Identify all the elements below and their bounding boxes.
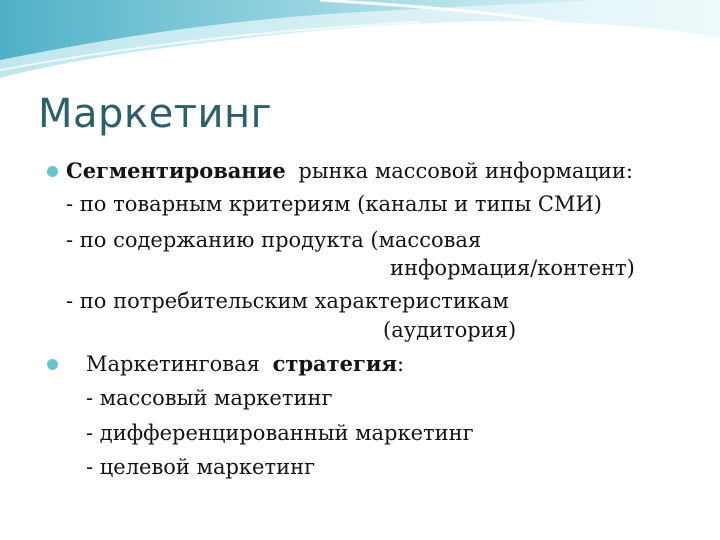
- bullet-strategy-text: [86, 349, 404, 379]
- segmentation-rest: рынка массовой информации:: [298, 159, 633, 183]
- segmentation-line-1: - по товарным критериям (каналы и типы СМИ): [66, 192, 602, 216]
- strategy-prefix: Маркетинговая: [86, 352, 260, 376]
- slide-title: Маркетинг: [38, 91, 273, 137]
- segmentation-line-2: - по содержанию продукта (массовая: [66, 228, 482, 252]
- strategy-line-2: - дифференцированный маркетинг: [86, 421, 474, 445]
- bullet-segmentation-text: [66, 156, 633, 186]
- segmentation-line-5: (аудитория): [383, 318, 517, 342]
- segmentation-line-4: - по потребительским характеристикам: [66, 289, 509, 313]
- bold-term-segmentation: Сегментирование: [66, 158, 286, 183]
- bold-term-strategy: стратегия: [272, 351, 397, 376]
- strategy-suffix: :: [396, 352, 405, 376]
- bullet-icon: [47, 166, 58, 177]
- strategy-line-3: - целевой маркетинг: [86, 455, 316, 479]
- bullet-icon: [47, 359, 58, 370]
- strategy-line-1: - массовый маркетинг: [86, 386, 333, 410]
- segmentation-line-3: информация/контент): [390, 256, 635, 280]
